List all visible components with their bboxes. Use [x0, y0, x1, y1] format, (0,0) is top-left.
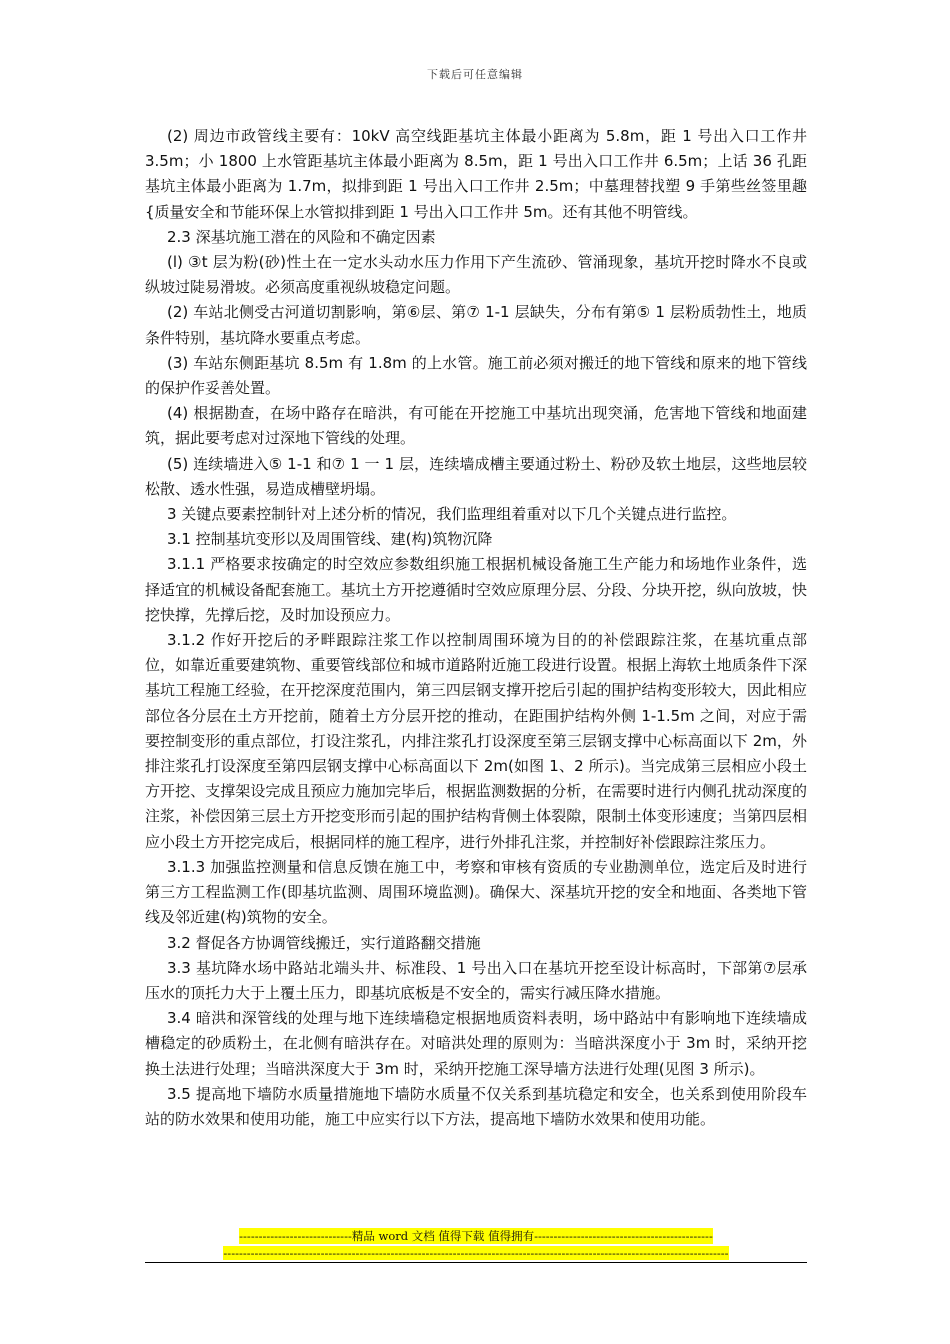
section-heading: 3.1 控制基坑变形以及周围管线、建(构)筑物沉降: [167, 530, 493, 549]
page-footer: [145, 1228, 807, 1260]
paragraph: 3 关键点要素控制针对上述分析的情况，我们监理组着重对以下几个关键点进行监控。: [167, 505, 737, 524]
paragraph: (l) ③t 层为粉(砂)性土在一定水头动水压力作用下产生流砂、管涌现象，基坑开挖时降水不良或纵坡过陡易滑坡。必须高度重视纵坡稳定问题。: [145, 253, 807, 297]
page-header: 下载后可任意编辑: [427, 68, 523, 81]
paragraph: 3.1.1 严格要求按确定的时空效应参数组织施工根据机械设备施工生产能力和场地作业条件，选择适宜的机械设备配套施工。基坑土方开挖遵循时空效应原理分层、分段、分块开挖，纵向放坡，快挖快撑，先撑后挖，及时加设预应力。: [145, 555, 807, 624]
paragraph: 3.1.2 作好开挖后的矛畔跟踪注浆工作以控制周围环境为目的的补偿跟踪注浆，在基坑重点部位，如靠近重要建筑物、重要管线部位和城市道路附近施工段进行设置。根据上海软土地质条件下深基坑工程施工经验，在开挖深度范围内，第三四层钢支撑开挖后引起的围护结构变形较大，因此相应部位各分层在土方开挖前，随着土方分层开挖的推动，在距围护结构外侧 1-1.5m 之间，对应于需要控制变形的重点部位，打设注浆孔，内排注浆孔打设深度至第三层钢支撑中心标高面以下 2m，外排注浆孔打设深度至第四层钢支撑中心标高面以下 2m(如图 1、2 所示)。当完成第三层相应小段土方开挖、支撑架设完成且预应力施加完毕后，根据监测数据的分析，在需要时进行内侧孔扰动深度的注浆，补偿因第三层土方开挖变形而引起的围护结构背侧土体裂隙，限制土体变形速度；当第四层相应小段土方开挖完成后，根据同样的施工程序，进行外排孔注浆，并控制好补偿跟踪注浆压力。: [145, 631, 807, 851]
paragraph: (4) 根据勘查，在场中路存在暗洪，有可能在开挖施工中基坑出现突涌，危害地下管线和地面建筑，据此要考虑对过深地下管线的处理。: [145, 404, 807, 448]
paragraph: (3) 车站东侧距基坑 8.5m 有 1.8m 的上水管。施工前必须对搬迁的地下管线和原来的地下管线的保护作妥善处置。: [145, 353, 807, 398]
footer-dashes: [145, 1246, 807, 1260]
paragraph: (2) 车站北侧受古河道切割影响，第⑥层、第⑦ 1-1 层缺失，分布有第⑤ 1 层粉质勃性土，地质条件特别，基坑降水要重点考虑。: [145, 303, 807, 347]
section-heading: 3.2 督促各方协调管线搬迁，实行道路翻交措施: [167, 933, 481, 952]
paragraph: 3.4 暗洪和深管线的处理与地下连续墙稳定根据地质资料表明，场中路站中有影响地下连续墙成槽稳定的砂质粉土，在北侧有暗洪存在。对暗洪处理的原则为：当暗洪深度小于 3m 时，采纳开挖换土法进行处理；当暗洪深度大于 3m 时，采纳开挖施工深导墙方法进行处理(见图 3 所示)。: [145, 1009, 807, 1078]
document-body: [145, 124, 807, 1132]
footer-banner-text: -----------------------------精品 word 文档 值得下载 值得拥有----------------------------------------------: [239, 1229, 713, 1243]
footer-rule: [145, 1262, 807, 1263]
footer-banner: [145, 1228, 807, 1244]
paragraph: (5) 连续墙进入⑤ 1-1 和⑦ 1 一 1 层，连续墙成槽主要通过粉土、粉砂及软土地层，这些地层较松散、透水性强，易造成槽壁坍塌。: [145, 454, 807, 498]
paragraph: (2) 周边市政管线主要有：10kV 高空线距基坑主体最小距离为 5.8m，距 1 号出入口工作井 3.5m；小 1800 上水管距基坑主体最小距离为 8.5m，距 1 号出入口工作井 6.5m；上话 36 孔距基坑主体最小距离为 1.7m，拟排到距 1 号出入口工作井 2.5m；中墓理替找塑 9 手第些丝签里趣{质量安全和节能环保上水管拟排到距 1 号出入口工作井 5m。还有其他不明管线。: [145, 127, 807, 221]
paragraph: 3.5 提高地下墙防水质量措施地下墙防水质量不仅关系到基坑稳定和安全，也关系到使用阶段车站的防水效果和使用功能，施工中应实行以下方法，提高地下墙防水效果和使用功能。: [145, 1084, 807, 1128]
footer-dashes-text: ----------------------------------------------------------------------------------------------------------------------------------: [223, 1246, 729, 1260]
paragraph: 3.1.3 加强监控测量和信息反馈在施工中，考察和审核有资质的专业勘测单位，选定后及时进行第三方工程监测工作(即基坑监测、周围环境监测)。确保大、深基坑开挖的安全和地面、各类地下管线及邻近建(构)筑物的安全。: [145, 857, 807, 927]
paragraph: 3.3 基坑降水场中路站北端头井、标准段、1 号出入口在基坑开挖至设计标高时，下部第⑦层承压水的顶托力大于上覆土压力，即基坑底板是不安全的，需实行减压降水措施。: [145, 958, 807, 1002]
section-heading: 2.3 深基坑施工潜在的风险和不确定因素: [167, 227, 436, 246]
